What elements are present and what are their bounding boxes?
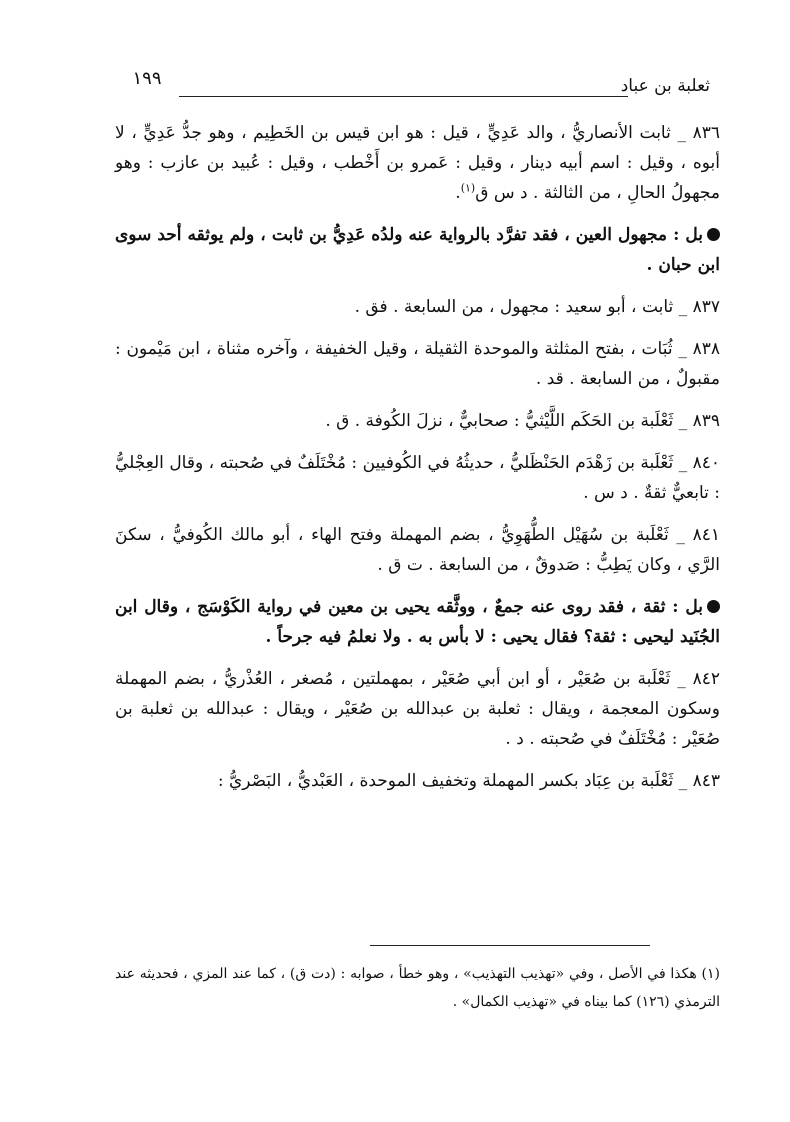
footnote-marker: (١): [460, 181, 476, 195]
note-text: بل : ثقة ، فقد روى عنه جمعٌ ، ووثَّقه يحيى بن معين في رواية الكَوْسَج ، وقال ابن الجُنَيد ليحيى : ثقة؟ فقال يحيى : لا بأس به . ولا نعلمُ فيه جرحاً .: [115, 597, 720, 647]
entry-837: ٨٣٧ _ ثابت ، أبو سعيد : مجهول ، من السابعة . فق .: [354, 297, 720, 317]
entry-840: ٨٤٠ _ ثَعْلَبة بن زَهْدَم الحَنْظَليُّ ، حديثُهُ في الكُوفيين : مُخْتَلَفٌ في صُحبته ، وقال العِجْليُّ : تابعيٌّ ثقةٌ . د س .: [115, 453, 720, 503]
footnote-rule: [370, 945, 650, 946]
page-body: [115, 118, 720, 808]
entry-843: ٨٤٣ _ ثَعْلَبة بن عِبَاد بكسر المهملة وتخفيف الموحدة ، العَبْديُّ ، البَصْريُّ :: [217, 771, 720, 791]
footnote: (١) هكذا في الأصل ، وفي «تهذيب التهذيب» ، وهو خطأ ، صوابه : (دت ق) ، كما عند المزي ، فحديثه عند الترمذي (١٢٦) كما بيناه في «تهذيب الكمال» .: [115, 966, 720, 1010]
running-title: ثعلبة بن عباد: [620, 76, 710, 96]
page-number: ١٩٩: [132, 68, 162, 89]
note-836: [115, 220, 720, 280]
entry-836: ٨٣٦ _ ثابت الأنصاريُّ ، والد عَدِيٍّ ، قيل : هو ابن قيس بن الخَطِيم ، وهو جدُّ عَدِيٍّ ، لا أبوه ، وقيل : اسم أبيه دينار ، وقيل : عَمرو بن أَخْطب ، وقيل : عُبيد بن عازب : وهو مجهولُ الحالِ ، من الثالثة . د س ق$^{(١)}$.: [115, 123, 720, 203]
page-header: [115, 68, 710, 100]
entry-841: ٨٤١ _ ثَعْلَبة بن سُهَيْل الطُّهَوِيُّ ، بضم المهملة وفتح الهاء ، أبو مالك الكُوفيُّ ، سكنَ الرَّي ، وكان يَطِبُّ : صَدوقٌ ، من السابعة . ت ق .: [115, 525, 720, 575]
entry-text: ٨٣٦ _ ثابت الأنصاريُّ ، والد عَدِيٍّ ، قيل : هو ابن قيس بن الخَطِيم ، وهو جدُّ عَدِيٍّ ، لا أبوه ، وقيل : اسم أبيه دينار ، وقيل : عَمرو بن أَخْطب ، وقيل : عُبيد بن عازب : وهو مجهولُ الحالِ ، من الثالثة . د س ق: [115, 123, 720, 203]
note-text: بل : مجهول العين ، فقد تفرَّد بالرواية عنه ولدُه عَدِيُّ بن ثابت ، ولم يوثقه أحد سوى ابن حبان .: [115, 225, 720, 275]
bullet-dot-icon: [707, 600, 720, 613]
note-841: [115, 592, 720, 652]
bullet-dot-icon: [707, 228, 720, 241]
entry-842: ٨٤٢ _ ثَعْلَبة بن صُعَيْر ، أو ابن أبي صُعَيْر ، بمهملتين ، مُصغر ، العُذْريُّ ، بضم المهملة وسكون المعجمة ، ويقال : ثعلبة بن عبدالله بن صُعَيْر ، ويقال : عبدالله بن ثعلبة بن صُعَيْر : مُخْتَلَفٌ في صُحبته . د .: [115, 669, 720, 749]
entry-838: ٨٣٨ _ ثُبَات ، بفتح المثلثة والموحدة الثقيلة ، وقيل الخفيفة ، وآخره مثناة ، ابن مَيْمون : مقبولٌ ، من السابعة . قد .: [115, 339, 720, 389]
entry-839: ٨٣٩ _ ثَعْلَبة بن الحَكَم اللَّيْثيُّ : صحابيٌّ ، نزلَ الكُوفة . ق .: [325, 411, 720, 431]
header-rule: [179, 96, 628, 97]
